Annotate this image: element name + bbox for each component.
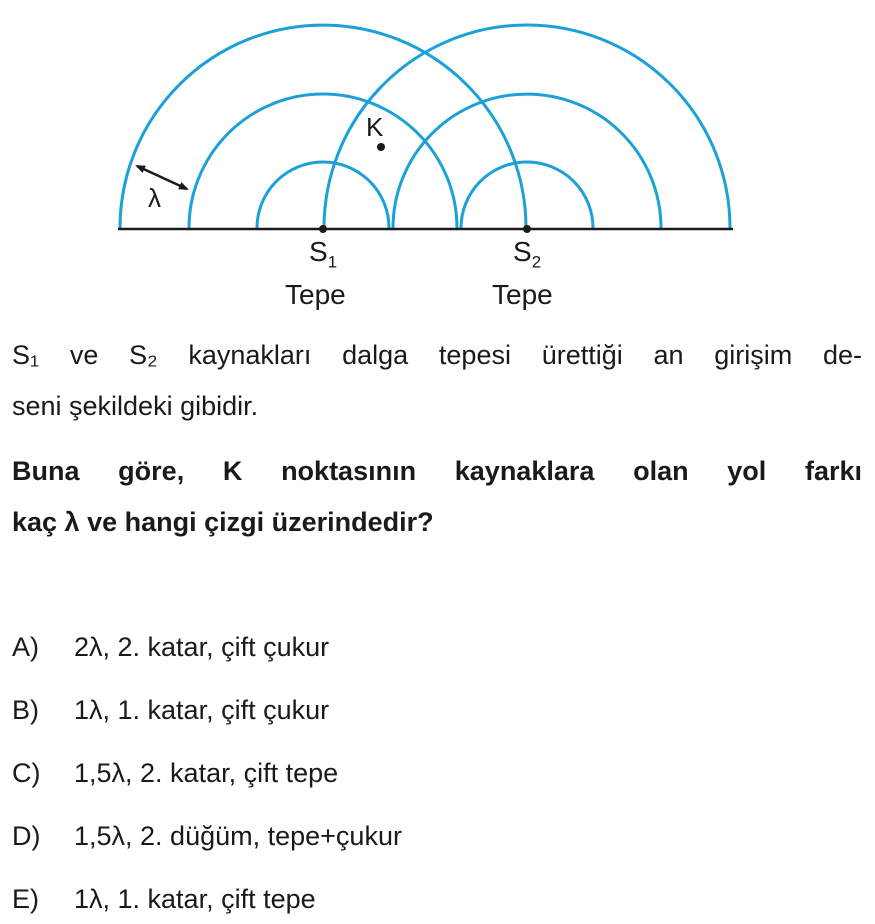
option-a[interactable] [12,632,329,663]
source-s1-type: Tepe [285,279,346,310]
point-k-dot [377,143,385,151]
intro-paragraph [12,330,862,432]
wavelength-arrow [137,166,187,189]
option-a-text: 2λ, 2. katar, çift çukur [74,632,330,662]
option-c[interactable] [12,758,338,789]
question-line-2: kaç λ ve hangi çizgi üzerindedir? [12,507,434,537]
source-s2-name [513,236,541,273]
intro-line-1: S₁ ve S₂ kaynakları dalga tepesi ürettiği an girişim de- [12,340,862,370]
question-line-1: Buna göre, K noktasının kaynaklara olan yol farkı [12,456,862,486]
option-b-text: 1λ, 1. katar, çift çukur [74,695,330,725]
source-s1-letter: S [309,236,328,267]
option-d-letter: D) [12,821,41,851]
source-s2-letter: S [513,236,532,267]
source-s1-name [309,236,337,273]
option-e-letter: E) [12,884,39,914]
intro-line-2: seni şekildeki gibidir. [12,391,259,421]
s1-wavefront-3 [120,25,526,228]
option-e[interactable] [12,884,316,915]
source-s2-type: Tepe [492,279,553,310]
source-s2-index: 2 [531,252,542,272]
s2-wavefront-3 [324,25,730,228]
point-k-label: K [366,112,384,142]
source-s1-index: 1 [327,252,338,272]
question-text [12,446,862,548]
source-s2-dot [523,225,531,233]
option-a-letter: A) [12,632,39,662]
wave-interference-diagram [0,0,875,320]
option-b[interactable] [12,695,329,726]
wavelength-label: λ [148,183,161,213]
option-b-letter: B) [12,695,39,725]
option-c-text: 1,5λ, 2. katar, çift tepe [74,758,339,788]
option-c-letter: C) [12,758,41,788]
option-e-text: 1λ, 1. katar, çift tepe [74,884,316,914]
option-d[interactable] [12,821,402,852]
option-d-text: 1,5λ, 2. düğüm, tepe+çukur [74,821,402,851]
source-s1-dot [319,225,327,233]
